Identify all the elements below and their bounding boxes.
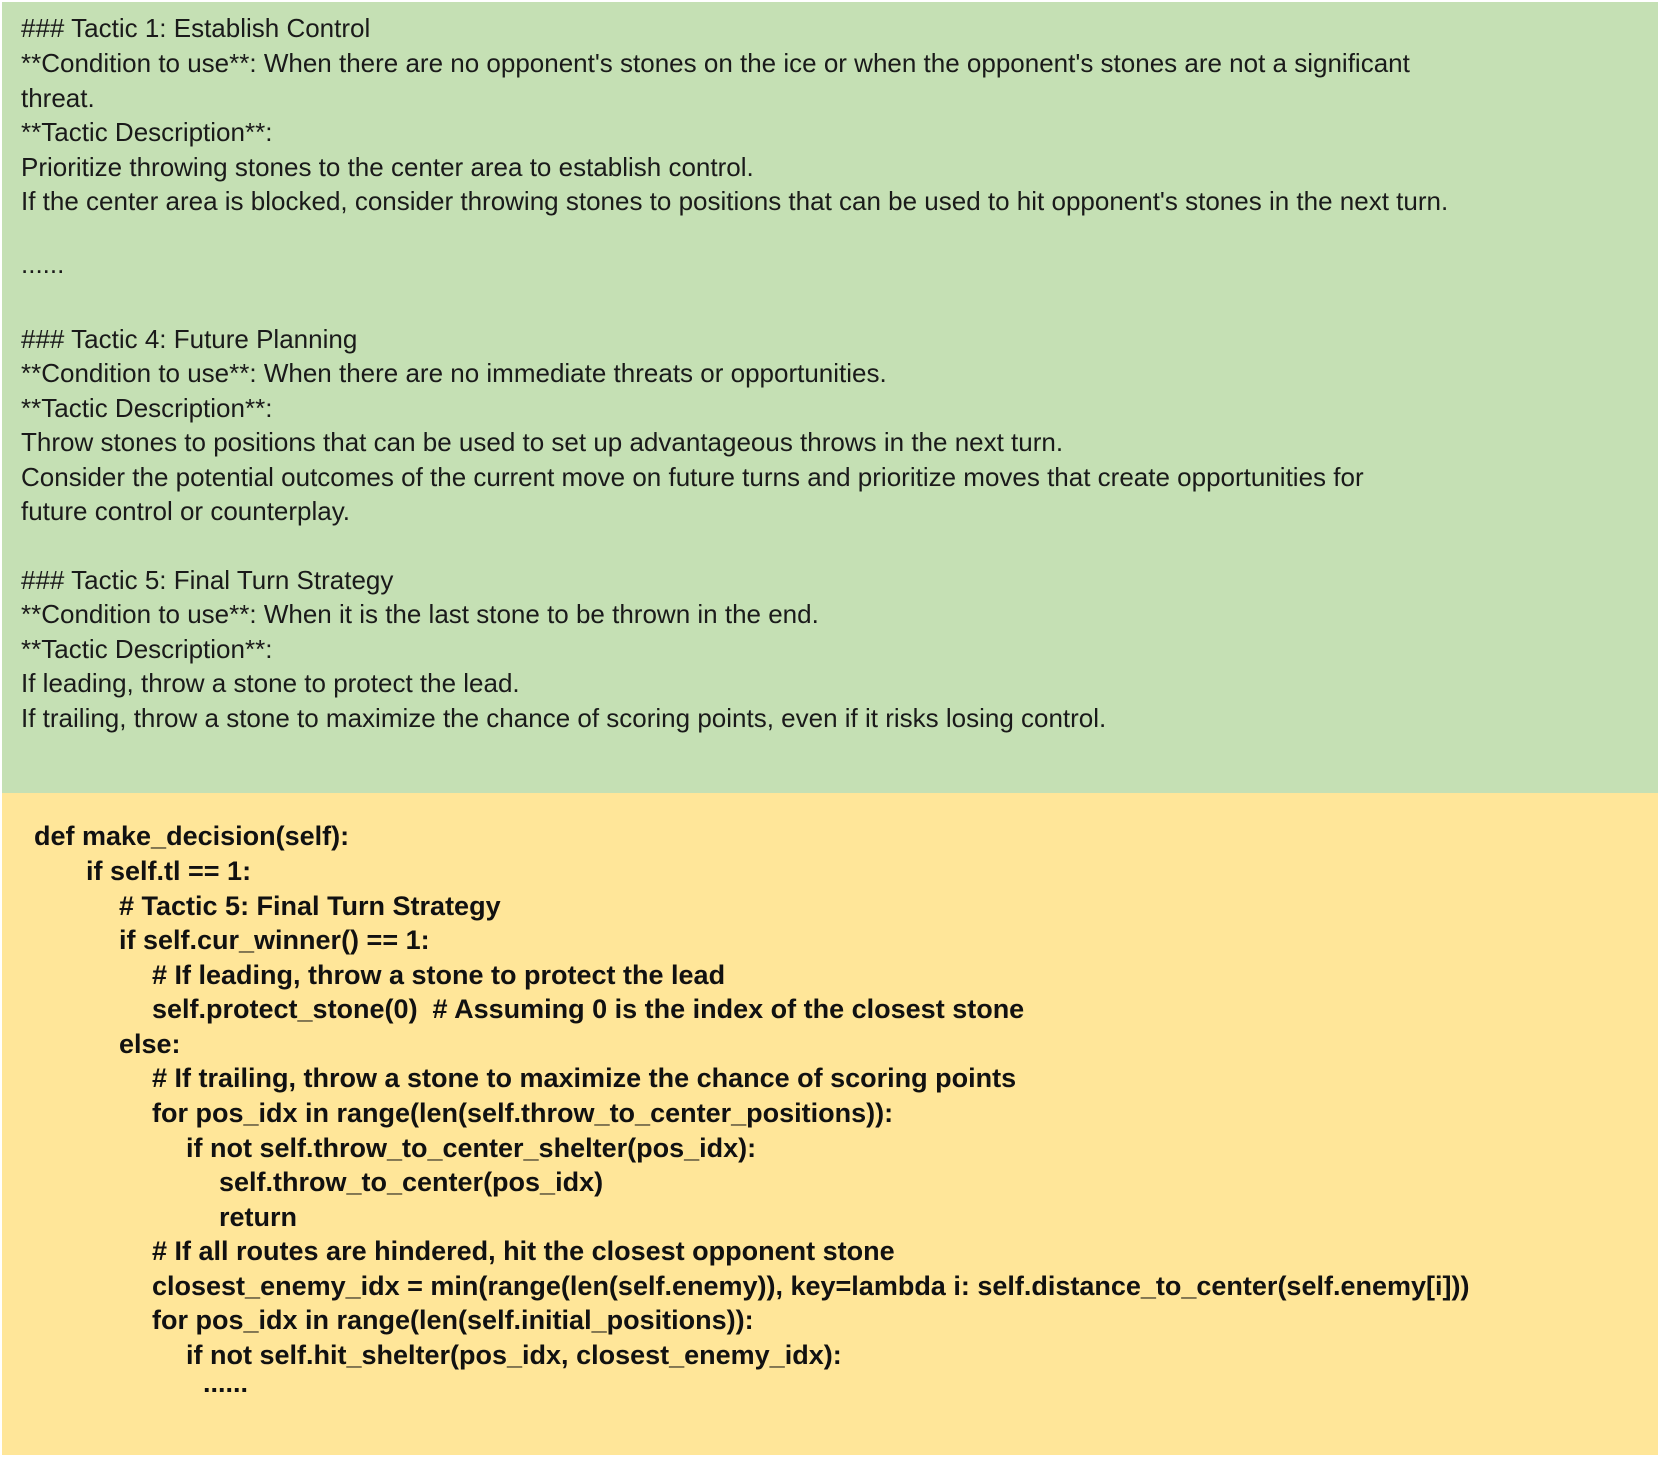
tactic-4-description-line: Throw stones to positions that can be used to set up advantageous throws in the next turn. — [21, 427, 1064, 457]
code-line: if not self.throw_to_center_shelter(pos_idx): — [186, 1133, 757, 1163]
code-line: for pos_idx in range(len(self.initial_positions)): — [152, 1305, 754, 1335]
tactic-1-heading: ### Tactic 1: Establish Control — [21, 13, 371, 43]
code-comment: # If trailing, throw a stone to maximize the chance of scoring points — [152, 1063, 1017, 1093]
code-ellipsis: ...... — [203, 1368, 249, 1398]
tactic-5-condition: **Condition to use**: When it is the last stone to be thrown in the end. — [21, 599, 819, 629]
code-line: else: — [119, 1029, 181, 1059]
tactic-4-heading: ### Tactic 4: Future Planning — [21, 324, 358, 354]
code-line: def make_decision(self): — [34, 821, 350, 851]
tactic-4-description-line: future control or counterplay. — [21, 496, 351, 526]
code-line: closest_enemy_idx = min(range(len(self.enemy)), key=lambda i: self.distance_to_center(self.enemy[i])) — [152, 1271, 1470, 1301]
tactic-1-condition-cont: threat. — [21, 83, 95, 113]
tactic-1-description-line: If the center area is blocked, consider throwing stones to positions that can be used to hit opponent's stones in the next turn. — [21, 186, 1449, 216]
code-panel — [2, 793, 1658, 1455]
tactic-5-heading: ### Tactic 5: Final Turn Strategy — [21, 565, 394, 595]
code-line: self.throw_to_center(pos_idx) — [219, 1167, 604, 1197]
tactic-5-description-line: If leading, throw a stone to protect the lead. — [21, 668, 520, 698]
code-line: if self.cur_winner() == 1: — [119, 925, 430, 955]
ellipsis: ...... — [21, 249, 65, 279]
tactics-panel — [2, 2, 1658, 793]
code-line: return — [219, 1202, 298, 1232]
code-comment: # Tactic 5: Final Turn Strategy — [119, 891, 501, 921]
tactic-5-description-label: **Tactic Description**: — [21, 634, 273, 664]
code-line: if self.tl == 1: — [86, 856, 252, 886]
tactic-1-description-label: **Tactic Description**: — [21, 117, 273, 147]
code-line: self.protect_stone(0) # Assuming 0 is the index of the closest stone — [152, 994, 1025, 1024]
code-comment: # If leading, throw a stone to protect the lead — [152, 960, 726, 990]
code-comment: # If all routes are hindered, hit the closest opponent stone — [152, 1236, 895, 1266]
code-line: if not self.hit_shelter(pos_idx, closest_enemy_idx): — [186, 1340, 842, 1370]
tactic-4-description-line: Consider the potential outcomes of the current move on future turns and prioritize moves that create opportunities for — [21, 462, 1364, 492]
tactic-4-condition: **Condition to use**: When there are no immediate threats or opportunities. — [21, 358, 887, 388]
tactic-1-description-line: Prioritize throwing stones to the center area to establish control. — [21, 152, 754, 182]
code-line: for pos_idx in range(len(self.throw_to_center_positions)): — [152, 1098, 894, 1128]
tactic-4-description-label: **Tactic Description**: — [21, 393, 273, 423]
tactic-5-description-line: If trailing, throw a stone to maximize the chance of scoring points, even if it risks losing control. — [21, 703, 1107, 733]
tactic-1-condition: **Condition to use**: When there are no opponent's stones on the ice or when the opponent's stones are not a significant — [21, 48, 1410, 78]
